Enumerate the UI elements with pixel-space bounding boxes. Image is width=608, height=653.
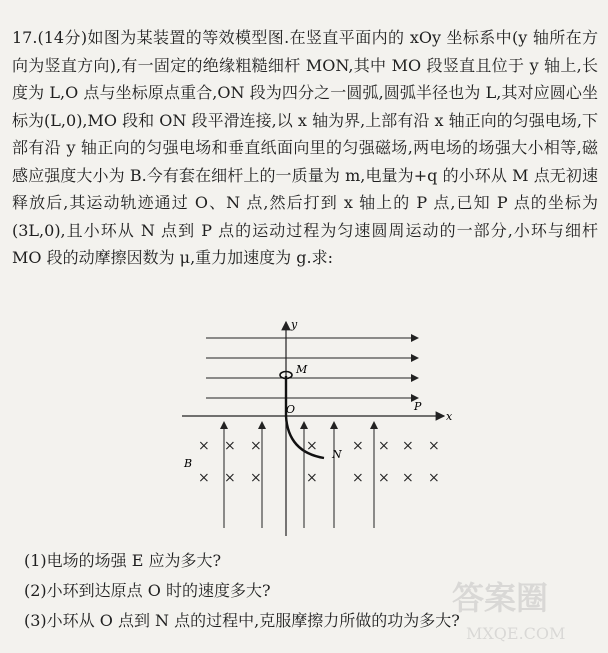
label-P: P: [414, 400, 422, 413]
svg-text:答案圈: 答案圈: [452, 579, 549, 617]
physics-diagram: [176, 316, 456, 538]
svg-text:×: ×: [428, 470, 440, 486]
label-N: N: [332, 448, 342, 461]
svg-text:×: ×: [250, 470, 262, 486]
svg-text:MXQE.COM: MXQE.COM: [466, 624, 566, 643]
problem-statement: 17.(14分)如图为某装置的等效模型图.在竖直平面内的 xOy 坐标系中(y 轴所在方向为竖直方向),有一固定的绝缘粗糙细杆 MON,其中 MO 段竖直且位于 y 轴上,长度为 L,O 点与坐标原点重合,ON 段为四分之一圆弧,圆弧半径也为 L,其对应圆心坐标为(L,0),MO 段和 ON 段平滑连接,以 x 轴为界,上部有沿 x 轴正向的匀强电场,下部有沿 y 轴正向的匀强电场和垂直纸面向里的匀强磁场,两电场的场强大小相等,磁感应强度大小为 B.今有套在细杆上的一质量为 m,电量为+q 的小环从 M 点无初速释放后,其运动轨迹通过 O、N 点,然后打到 x 轴上的 P 点,已知 P 点的坐标为(3L,0),且小环从 N 点到 P 点的运动过程为匀速圆周运动的一部分,小环与细杆 MO 段的动摩擦因数为 μ,重力加速度为 g.求:: [12, 28, 598, 267]
svg-text:×: ×: [428, 438, 440, 454]
svg-text:×: ×: [250, 438, 262, 454]
svg-text:×: ×: [306, 438, 318, 454]
magnetic-field-crosses: [198, 438, 440, 486]
svg-text:×: ×: [352, 470, 364, 486]
arc-ON: [286, 416, 324, 458]
svg-text:×: ×: [352, 438, 364, 454]
svg-text:×: ×: [378, 438, 390, 454]
y-axis-label: y: [291, 318, 298, 331]
svg-text:×: ×: [224, 438, 236, 454]
label-M: M: [296, 363, 308, 376]
watermark-logo: [442, 569, 602, 649]
svg-text:×: ×: [306, 470, 318, 486]
svg-text:×: ×: [402, 438, 414, 454]
question-2: (2)小环到达原点 O 时的速度多大?: [24, 581, 271, 600]
label-O: O: [286, 403, 296, 416]
question-1: (1)电场的场强 E 应为多大?: [24, 551, 222, 570]
svg-text:×: ×: [198, 470, 210, 486]
svg-text:×: ×: [224, 470, 236, 486]
question-3: (3)小环从 O 点到 N 点的过程中,克服摩擦力所做的功为多大?: [24, 611, 460, 630]
svg-text:×: ×: [378, 470, 390, 486]
svg-text:×: ×: [402, 470, 414, 486]
label-B: B: [184, 457, 193, 470]
x-axis-label: x: [446, 410, 453, 423]
svg-text:×: ×: [198, 438, 210, 454]
electric-field-lines: [206, 338, 418, 398]
